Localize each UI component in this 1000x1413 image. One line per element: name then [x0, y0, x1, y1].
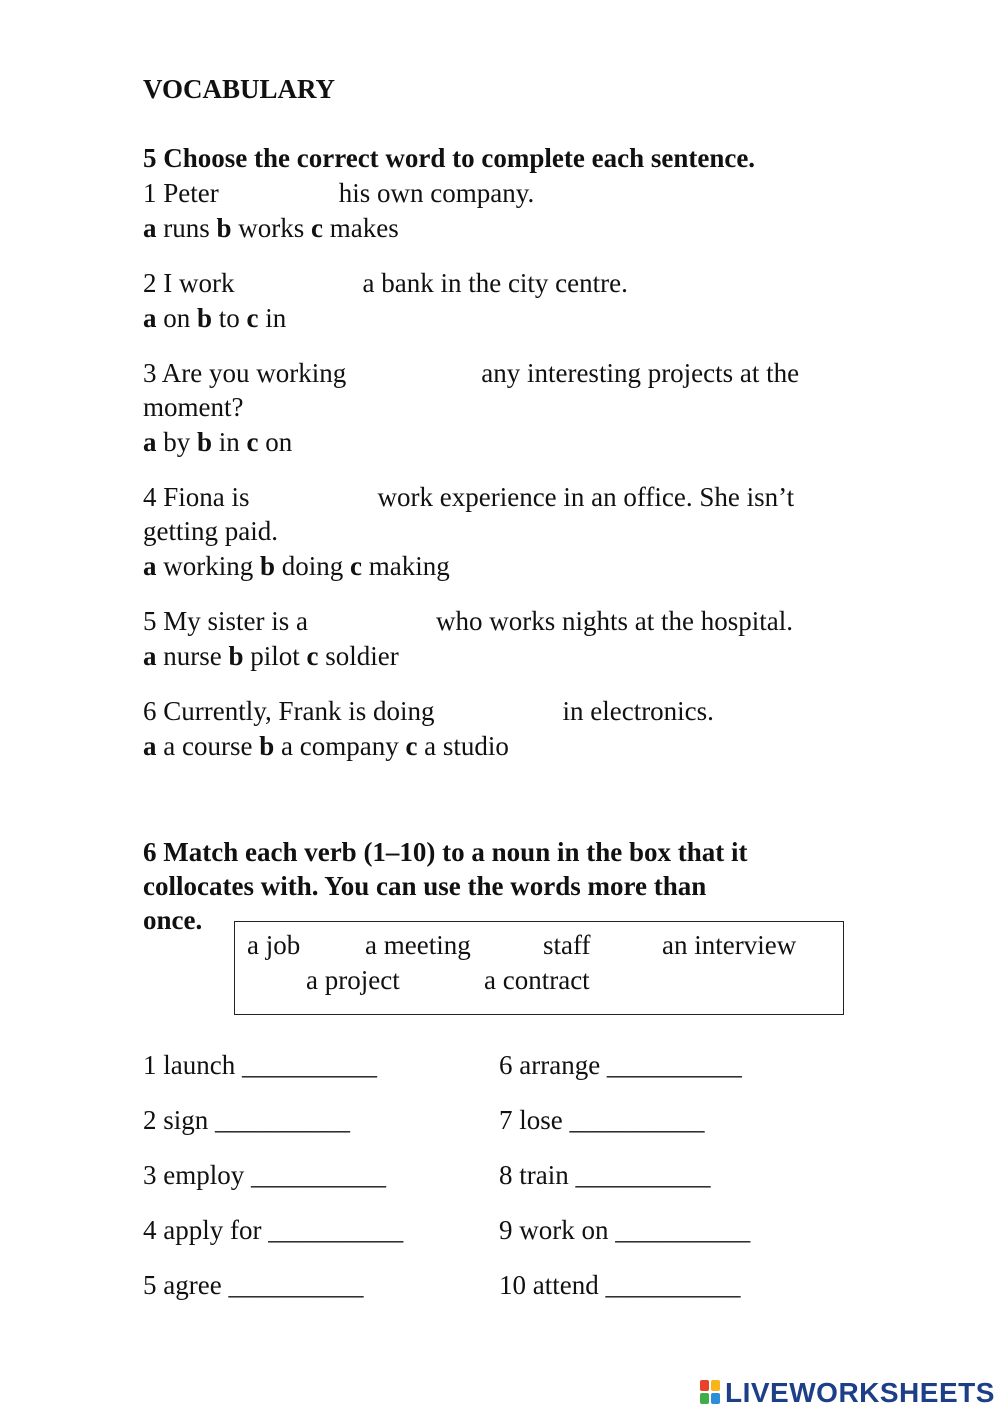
question-6-options: a a course b a company c a studio: [143, 731, 509, 761]
word-box-item: staff: [543, 930, 591, 960]
question-3-continuation: moment?: [143, 392, 244, 422]
word-box-item: a contract: [484, 965, 590, 995]
question-3-options: a by b in c on: [143, 427, 293, 457]
question-1-options: a runs b works c makes: [143, 213, 399, 243]
match-item: 9 work on __________: [499, 1215, 751, 1245]
question-4-stem: 4 Fiona is work experience in an office. She isn’t: [143, 482, 795, 512]
question-6-stem: 6 Currently, Frank is doing in electronics.: [143, 696, 714, 726]
question-5-options: a nurse b pilot c soldier: [143, 641, 399, 671]
question-1-stem: 1 Peter his own company.: [143, 178, 535, 208]
match-item: 2 sign __________: [143, 1105, 351, 1135]
question-4-continuation: getting paid.: [143, 516, 278, 546]
word-box-item: a project: [306, 965, 400, 995]
word-box: [234, 921, 844, 1015]
liveworksheets-logo[interactable]: [700, 1377, 995, 1409]
question-5-stem: 5 My sister is a who works nights at the hospital.: [143, 606, 793, 636]
match-item: 1 launch __________: [143, 1050, 377, 1080]
question-2-options: a on b to c in: [143, 303, 287, 333]
question-2-stem: 2 I work a bank in the city centre.: [143, 268, 628, 298]
word-box-item: a meeting: [365, 930, 471, 960]
question-3-stem: 3 Are you working any interesting projects at the: [143, 358, 800, 388]
logo-blocks-icon: [700, 1380, 722, 1406]
section-heading: VOCABULARY: [143, 74, 336, 104]
exercise-6-title-line-1: 6 Match each verb (1–10) to a noun in the box that it: [143, 837, 748, 867]
match-item: 8 train __________: [499, 1160, 711, 1190]
exercise-6-title-line-2: collocates with. You can use the words more than: [143, 871, 707, 901]
question-4-options: a working b doing c making: [143, 551, 450, 581]
match-item: 5 agree __________: [143, 1270, 364, 1300]
match-item: 3 employ __________: [143, 1160, 386, 1190]
word-box-item: an interview: [662, 930, 797, 960]
match-item: 7 lose __________: [499, 1105, 705, 1135]
match-item: 10 attend __________: [499, 1270, 741, 1300]
logo-text: LIVEWORKSHEETS: [725, 1377, 995, 1408]
exercise-6-title-line-3: once.: [143, 905, 203, 935]
match-item: 4 apply for __________: [143, 1215, 404, 1245]
exercise-5-title: 5 Choose the correct word to complete each sentence.: [143, 143, 756, 173]
word-box-item: a job: [247, 930, 301, 960]
match-item: 6 arrange __________: [499, 1050, 742, 1080]
